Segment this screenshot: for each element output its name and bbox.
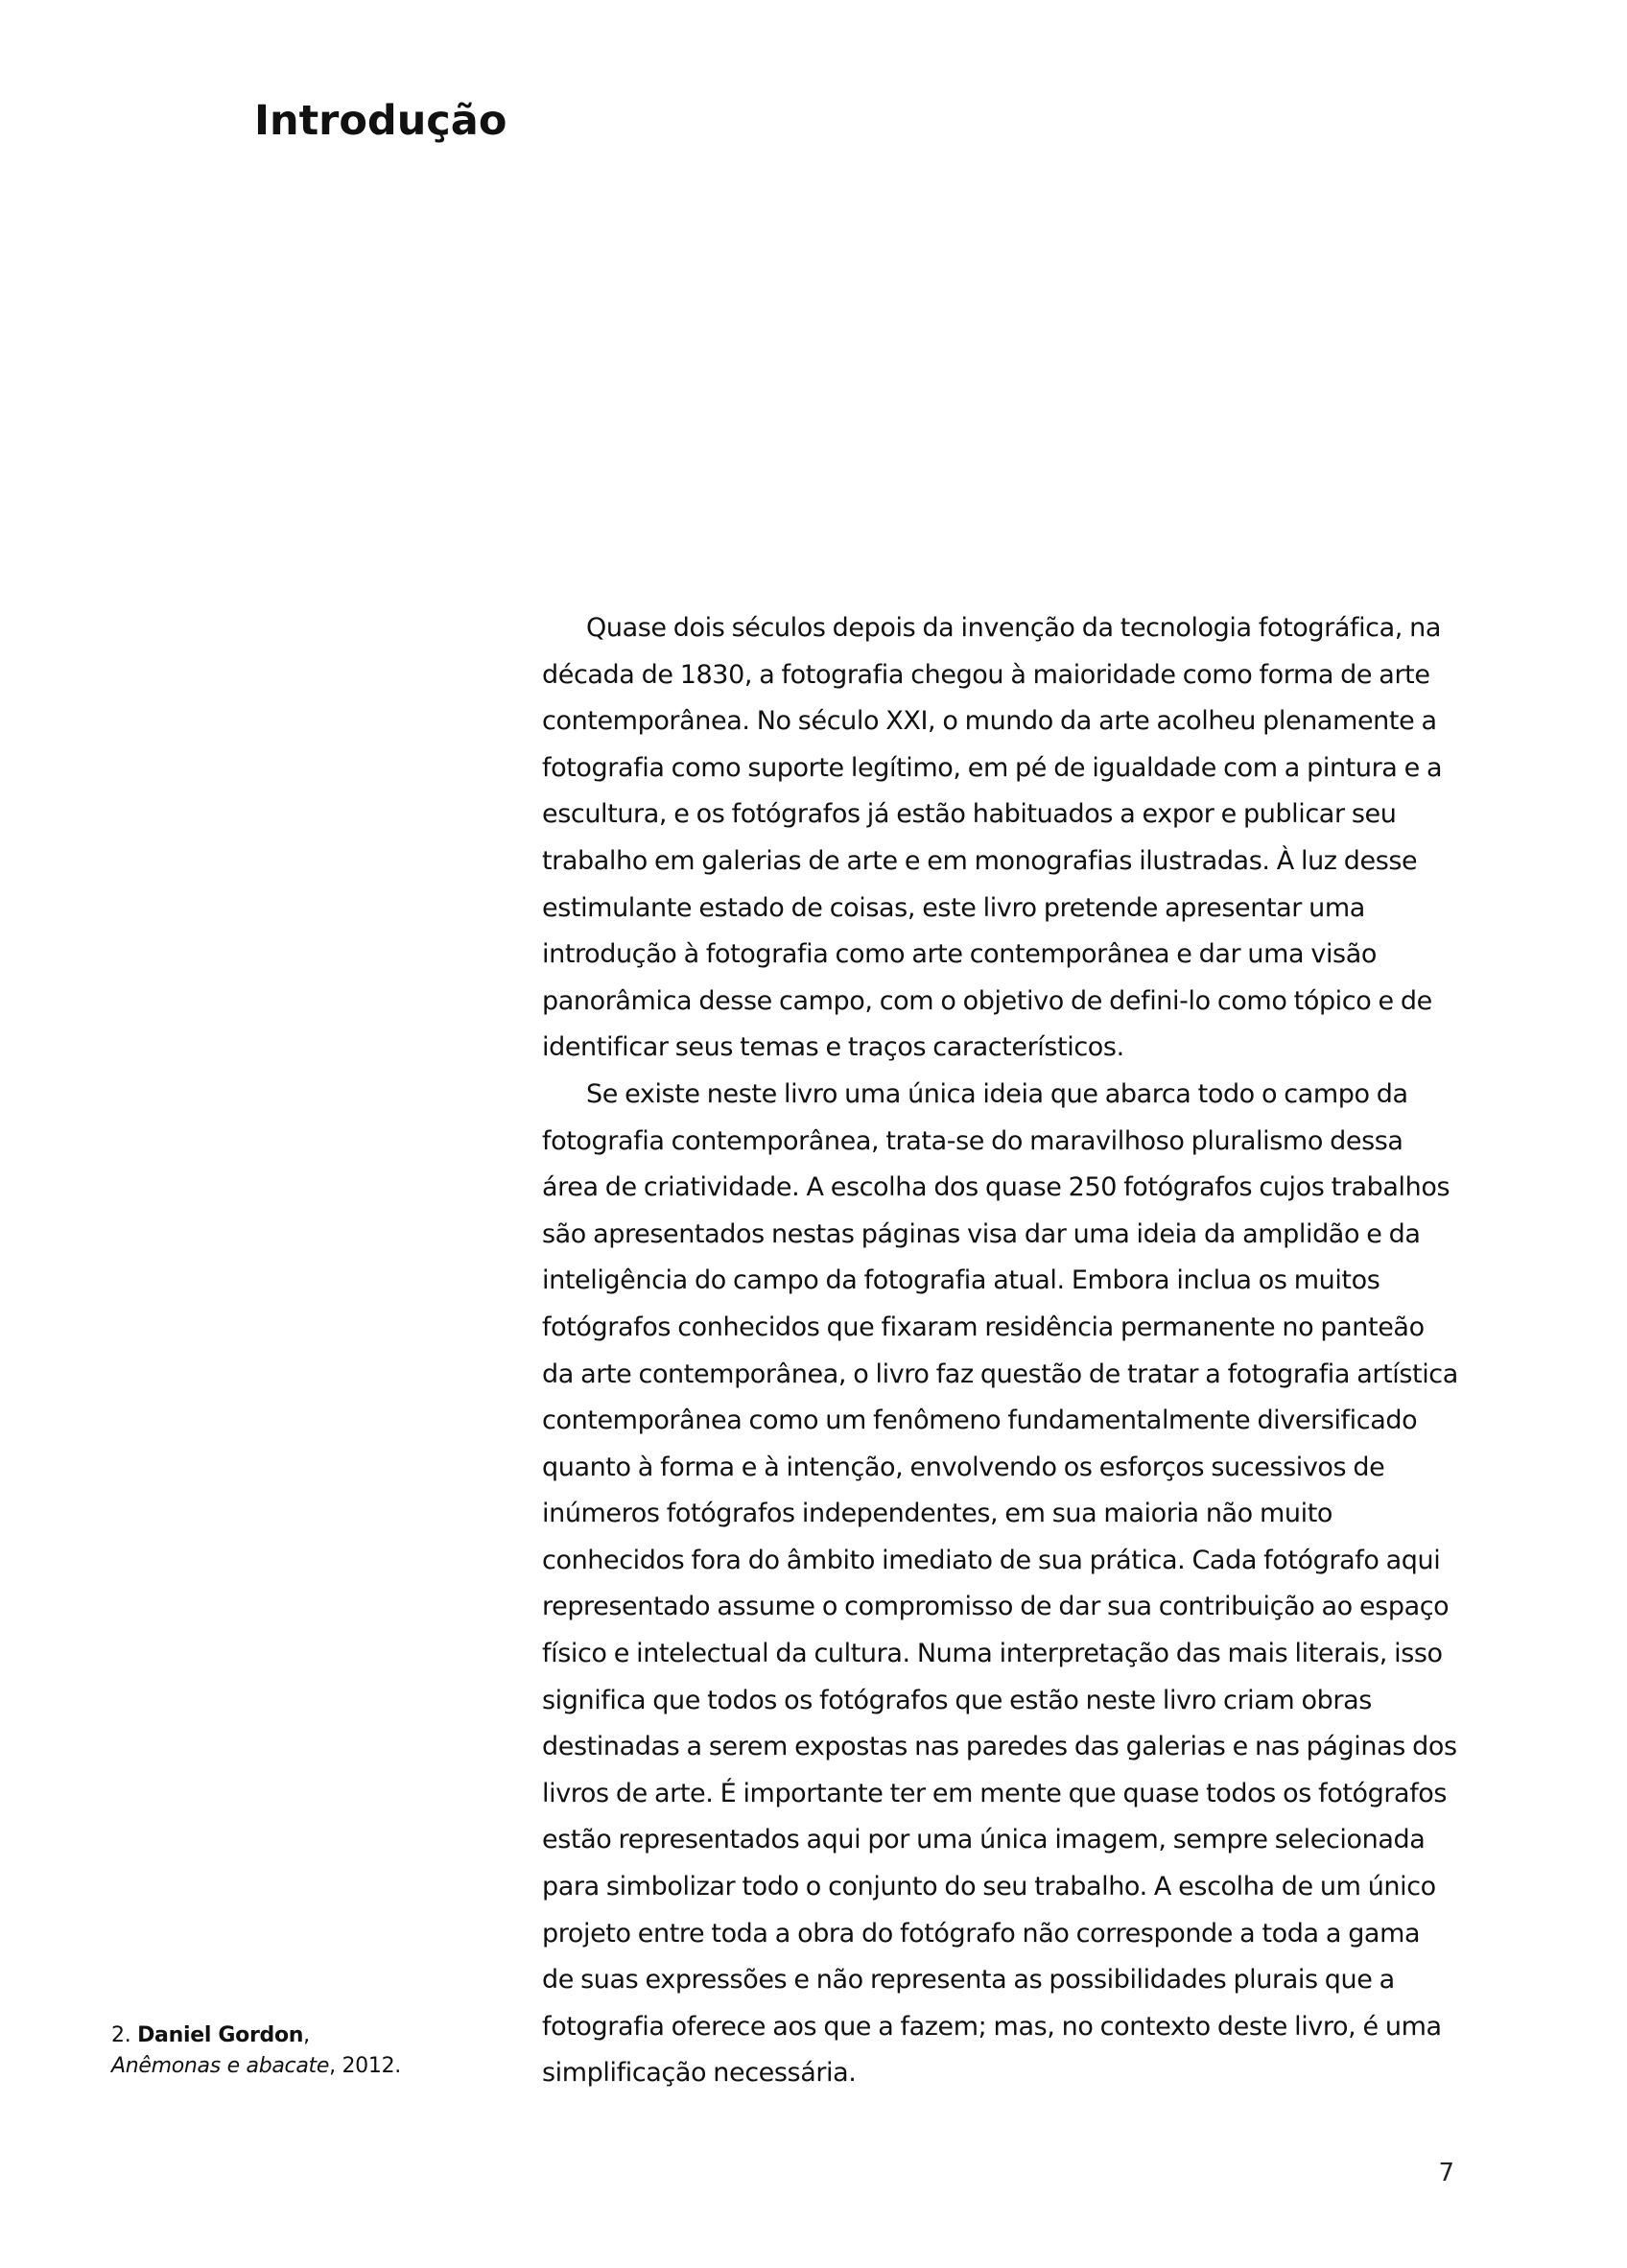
page-number: 7: [1438, 2159, 1454, 2187]
paragraph: Quase dois séculos depois da invenção da tecnologia fotográfica, na década de 1830, a fotografia chegou à maioridade como forma de arte contemporânea. No século XXI, o mundo da arte acolheu plenamente a fotografia como suporte legítimo, em pé de igualdade com a pintura e a escultura, e os fotógrafos já estão habituados a expor e publicar seu trabalho em galerias de arte e em monografias ilustradas. À luz desse estimulante estado de coisas, este livro pretende apresentar uma introdução à fotografia como arte contemporânea e dar uma visão panorâmica desse campo, com o objetivo de defini-lo como tópico e de identificar seus temas e traços característicos.: [542, 613, 1443, 1063]
figure-caption: [111, 2020, 418, 2082]
caption-year: , 2012.: [329, 2054, 401, 2078]
caption-number: 2.: [111, 2023, 131, 2047]
caption-work-title: Anêmonas e abacate: [111, 2054, 330, 2078]
paragraph: Se existe neste livro uma única ideia que abarca todo o campo da fotografia contemporânea, trata-se do maravilhoso pluralismo dessa área de criatividade. A escolha dos quase 250 fotógrafos cujos trabalhos são apresentados nestas páginas visa dar uma ideia da amplidão e da inteligência do campo da fotografia atual. Embora inclua os muitos fotógrafos conhecidos que fixaram residência permanente no panteão da arte contemporânea, o livro faz questão de tratar a fotografia artística contemporânea como um fenômeno fundamentalmente diversificado quanto à forma e à intenção, envolvendo os esforços sucessivos de inúmeros fotógrafos independentes, em sua maioria não muito conhecidos fora do âmbito imediato de sua prática. Cada fotógrafo aqui representado assume o compromisso de dar sua contribuição ao espaço físico e intelectual da cultura. Numa interpretação das mais literais, isso significa que todos os fotógrafos que estão neste livro criam obras destinadas a serem expostas nas paredes das galerias e nas páginas dos livros de arte. É importante ter em mente que quase todos os fotógrafos estão representados aqui por uma única imagem, sempre selecionada para simbolizar todo o conjunto do seu trabalho. A escolha de um único projeto entre toda a obra do fotógrafo não corresponde a toda a gama de suas expressões e não representa as possibilidades plurais que a fotografia oferece aos que a fazem; mas, no contexto deste livro, é uma simplificação necessária.: [542, 1078, 1458, 2089]
body-text: [542, 605, 1458, 2097]
caption-line-1: [111, 2020, 418, 2051]
caption-artist-suffix: ,: [303, 2023, 310, 2047]
page-title: Introdução: [254, 97, 507, 145]
caption-artist: Daniel Gordon: [137, 2023, 304, 2047]
caption-line-2: [111, 2051, 418, 2082]
